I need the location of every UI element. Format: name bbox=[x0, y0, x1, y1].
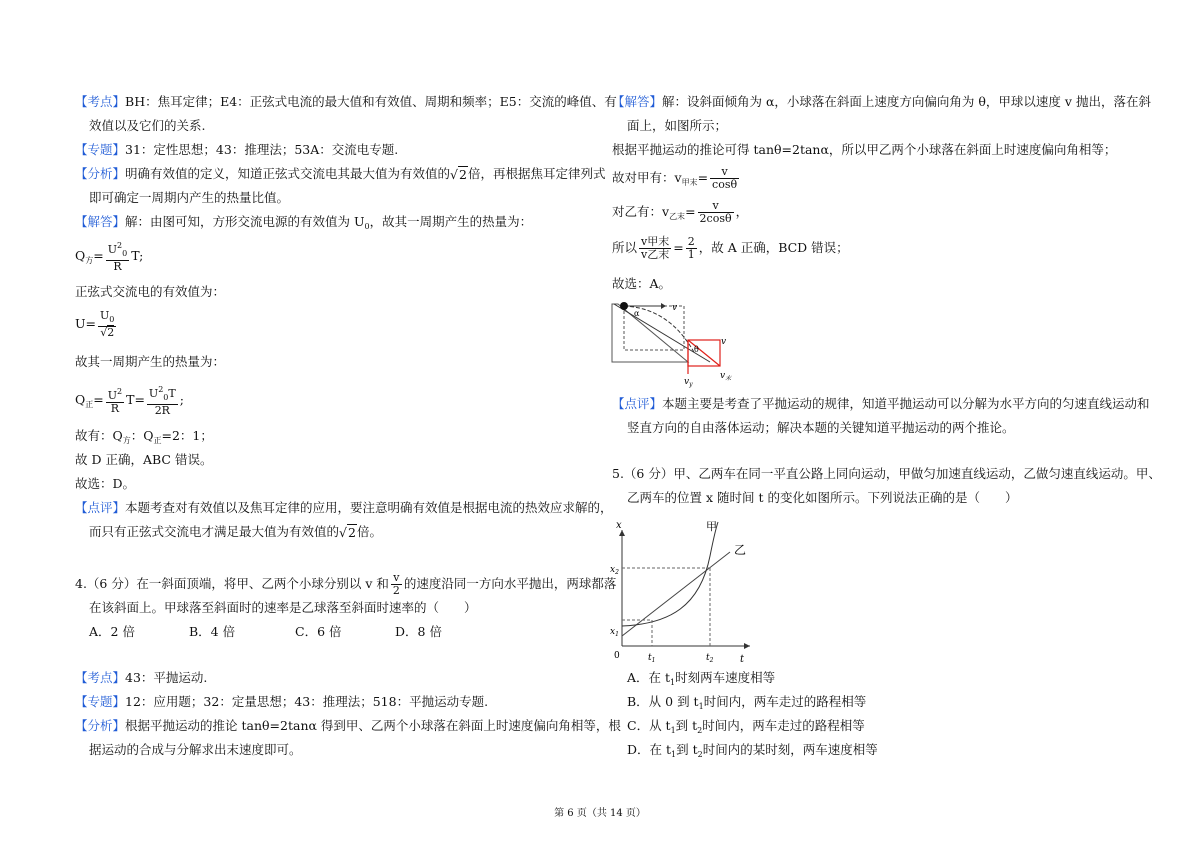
q4-fenxi-text-1: 根据平抛运动的推论 tanθ=2tanα 得到甲、乙两个小球落在斜面上时速度偏向角相等，根 bbox=[125, 718, 621, 733]
q-fang-num-u: U bbox=[107, 243, 118, 256]
t-axis-head bbox=[744, 643, 750, 649]
sqrt-formula-2: √2 bbox=[339, 524, 356, 540]
r-suoyi-f1-num: v甲末 bbox=[641, 235, 670, 248]
q4-option-c: C．6 倍 bbox=[295, 624, 342, 639]
graph-x2-label bbox=[610, 565, 619, 576]
q-fang-num-sup: 2 bbox=[117, 241, 123, 250]
r-suoyi-f1-den: v乙末 bbox=[641, 248, 670, 261]
q5-opt-d-pre: D．在 t bbox=[627, 742, 672, 757]
q4-option-b: B．4 倍 bbox=[189, 624, 236, 639]
r-yi-num: v bbox=[698, 200, 734, 213]
r-yi-tail: ， bbox=[735, 204, 749, 219]
q-sine-mid: T= bbox=[126, 392, 145, 407]
q-sine-f1-u: U bbox=[107, 389, 118, 402]
fig-vend-sub: 末 bbox=[725, 375, 732, 382]
r-jia-num: v bbox=[710, 166, 739, 179]
page-footer: 第 6 页（共 14 页） bbox=[554, 808, 646, 819]
fenxi-line-2: 即可确定一周期内产生的热量比值。 bbox=[89, 190, 290, 205]
r-suoyi-a: 所以 bbox=[612, 240, 638, 255]
jieda-sub: 0 bbox=[364, 222, 370, 231]
q-sine-f1-num bbox=[106, 386, 124, 403]
q-fang-num-sub: 0 bbox=[122, 249, 128, 258]
q5-option-a bbox=[627, 670, 775, 691]
dianping-line-1 bbox=[75, 500, 613, 516]
q-fang-formula: $Q_方=$ $\frac{U^2_0}{R}$ T; bbox=[75, 241, 144, 273]
q-sine-f2-den: 2R bbox=[154, 404, 170, 417]
q5-opt-d-sub1: 1 bbox=[671, 750, 677, 759]
r-jia-den: cosθ bbox=[712, 178, 738, 191]
q5-opt-a-pre: A．在 t bbox=[627, 670, 671, 685]
r-suoyi-f2-num: 2 bbox=[687, 235, 695, 248]
q5-opt-d-sub2: 2 bbox=[697, 750, 703, 759]
fenxi-text-1a: 明确有效值的定义，知道正弦式交流电其最大值为有效值的 bbox=[125, 166, 451, 181]
kaodian-tag: 【考点】 bbox=[75, 94, 126, 109]
q5-opt-a-post: 时刻两车速度相等 bbox=[675, 670, 776, 685]
q4-text-1a: 4.（6 分）在一斜面顶端，将甲、乙两个小球分别以 v 和 bbox=[75, 576, 389, 591]
q4-option-a: A．2 倍 bbox=[89, 624, 135, 639]
r-yi-label: 对乙有：v bbox=[612, 204, 670, 219]
q-sine-f1-den: R bbox=[110, 402, 120, 415]
alpha-label: α bbox=[634, 309, 640, 318]
q-fang-tail: T; bbox=[131, 248, 144, 263]
r-yi-sub: 乙末 bbox=[669, 212, 686, 221]
r-jia-frac bbox=[710, 166, 739, 191]
r-yi-den: 2cosθ bbox=[699, 212, 732, 225]
q4-kaodian-tag: 【考点】 bbox=[75, 670, 126, 685]
u-label: U= bbox=[75, 316, 97, 331]
r-jieda-text-1: 解：设斜面倾角为 α，小球落在斜面上速度方向偏向角为 θ，甲球以速度 v 抛出，落在斜 bbox=[662, 94, 1151, 109]
q4-fenxi-line-2: 据运动的合成与分解求出末速度即可。 bbox=[89, 742, 302, 757]
graph-t2-label bbox=[706, 653, 714, 664]
q5-opt-b-post: 时间内，两车走过的路程相等 bbox=[703, 694, 867, 709]
q-sine-frac2 bbox=[147, 384, 178, 417]
q-fang-den: R bbox=[113, 260, 122, 273]
q-fang-fraction bbox=[106, 240, 129, 273]
fig-vy-text: v bbox=[684, 377, 690, 387]
q-fang-label: Q bbox=[75, 248, 86, 263]
q-sine-tail: ; bbox=[179, 392, 184, 407]
choose-line: 故选：D。 bbox=[75, 476, 136, 491]
fenxi-text-1b: 倍，再根据焦耳定律列式 bbox=[467, 166, 606, 181]
r-jia-sub: 甲末 bbox=[681, 178, 698, 187]
heat-title: 故其一周期产生的热量为： bbox=[75, 354, 226, 369]
projectile-diagram bbox=[610, 296, 745, 388]
kaodian-line-1 bbox=[75, 94, 617, 110]
graph-t1-sub: 1 bbox=[651, 657, 656, 664]
q5-line-2: 乙两车的位置 x 随时间 t 的变化如图所示。下列说法正确的是（ ） bbox=[627, 490, 1018, 505]
q-sine-f2-sub: 0 bbox=[163, 393, 169, 402]
q4-kaodian-line bbox=[75, 670, 207, 686]
q4-text-1b: 的速度沿同一方向水平抛出，两球都落 bbox=[403, 576, 617, 591]
r-suoyi-frac2 bbox=[686, 236, 697, 261]
q5-opt-c-sub2: 2 bbox=[697, 726, 703, 735]
fig-v-top: v bbox=[672, 303, 678, 313]
q5-opt-b-sub: 1 bbox=[698, 702, 704, 711]
r-dianping-text-1: 本题主要是考查了平抛运动的规律，知道平抛运动可以分解为水平方向的匀速直线运动和 bbox=[662, 396, 1150, 411]
fig-vend-text: v bbox=[720, 371, 726, 381]
r-jieda-line-2: 面上，如图所示； bbox=[627, 118, 728, 133]
r-yi-formula: 对乙有：$v_{乙末}=$ $\frac{v}{2\cos\theta}$ ， bbox=[612, 199, 749, 225]
kaodian-line-2: 效值以及它们的关系. bbox=[89, 118, 206, 133]
velocity-diagonal bbox=[688, 340, 720, 366]
r-dianping-line-1 bbox=[612, 396, 1150, 412]
q4-zhuanti-text: 12：应用题；32：定量思想；43：推理法；518：平抛运动专题. bbox=[125, 694, 489, 709]
u-den: √2 bbox=[100, 326, 115, 339]
xt-graph bbox=[610, 516, 755, 666]
q4-kaodian-text: 43：平抛运动. bbox=[125, 670, 208, 685]
fenxi-tag: 【分析】 bbox=[75, 166, 126, 181]
graph-origin: 0 bbox=[614, 651, 620, 661]
graph-x-label: x bbox=[616, 520, 622, 531]
ratio-a: 故有：Q bbox=[75, 428, 123, 443]
dianping-tag: 【点评】 bbox=[75, 500, 126, 515]
r-suoyi-line: 所以 $\frac{\text{v甲末}}{\text{v乙末}}$ = $\frac{2}{1}$ ，故 A 正确，BCD 错误； bbox=[612, 235, 849, 261]
dianping-text-2a: 而只有正弦式交流电才满足最大值为有效值的 bbox=[89, 524, 340, 539]
q-sine-sub: 正 bbox=[85, 400, 94, 409]
jieda-text-1b: ，故其一周期产生的热量为： bbox=[369, 214, 533, 229]
q5-option-b bbox=[627, 694, 866, 715]
r-suoyi-frac1 bbox=[639, 236, 671, 261]
fig-v-right: v bbox=[721, 337, 727, 347]
theta-label: θ bbox=[694, 345, 699, 354]
graph-x2-sub: 2 bbox=[615, 569, 619, 576]
graph-t2-sub: 2 bbox=[709, 657, 714, 664]
q-fang-num bbox=[106, 240, 129, 261]
q-sine-formula: $Q_正=$ $\frac{U^2}{R}$ T= $\frac{U^2_0T}{2R}$ ; bbox=[75, 385, 184, 417]
q5-opt-d-mid: 到 t bbox=[676, 742, 698, 757]
q4-fenxi-tag: 【分析】 bbox=[75, 718, 126, 733]
graph-jia-label: 甲 bbox=[706, 520, 717, 533]
curve-jia bbox=[622, 522, 718, 626]
ratio-b: ：Q bbox=[130, 428, 154, 443]
u-num-u: U bbox=[100, 309, 110, 322]
r-choose-line: 故选：A。 bbox=[612, 276, 672, 291]
q5-opt-c-pre: C．从 t bbox=[627, 718, 671, 733]
q4-options bbox=[89, 624, 442, 640]
dianping-line-2 bbox=[89, 524, 382, 541]
q4-line-1 bbox=[75, 572, 616, 597]
fig-vy-label bbox=[684, 377, 693, 388]
graph-t-label: t bbox=[740, 654, 745, 665]
q5-opt-b-pre: B．从 0 到 t bbox=[627, 694, 699, 709]
graph-t1-text: t bbox=[648, 653, 652, 663]
q4-option-d: D．8 倍 bbox=[395, 624, 442, 639]
q4-line-2: 在该斜面上。甲球落至斜面时的速率是乙球落至斜面时速率的（ ） bbox=[89, 600, 477, 615]
jieda-text-1: 解：由图可知，方形交流电源的有效值为 U bbox=[125, 214, 365, 229]
q5-opt-c-post: 时间内，两车走过的路程相等 bbox=[702, 718, 865, 733]
q-sine-f2-num bbox=[147, 384, 178, 405]
jieda-tag: 【解答】 bbox=[75, 214, 126, 229]
q5-opt-a-sub: 1 bbox=[670, 678, 676, 687]
q-sine-f2-u: U bbox=[148, 387, 159, 400]
graph-x1-label bbox=[610, 627, 619, 638]
q4-zhuanti-line bbox=[75, 694, 488, 710]
q5-opt-d-post: 时间内的某时刻，两车速度相等 bbox=[702, 742, 878, 757]
zhuanti-line bbox=[75, 142, 398, 158]
r-dianping-line-2: 竖直方向的自由落体运动；解决本题的关键知道平抛运动的两个推论。 bbox=[627, 420, 1015, 435]
jieda-line-1 bbox=[75, 214, 532, 235]
graph-x1-sub: 1 bbox=[615, 631, 619, 638]
fig-vend-label bbox=[720, 371, 732, 382]
graph-t2-text: t bbox=[706, 653, 710, 663]
ball bbox=[620, 302, 628, 310]
u-den-rad: 2 bbox=[107, 326, 115, 339]
zhuanti-tag: 【专题】 bbox=[75, 142, 126, 157]
q4-zhuanti-tag: 【专题】 bbox=[75, 694, 126, 709]
u-num-sub: 0 bbox=[109, 315, 115, 324]
line-yi bbox=[622, 552, 730, 636]
kaodian-text-1: BH：焦耳定律；E4：正弦式电流的最大值和有效值、周期和频率；E5：交流的峰值、有 bbox=[125, 94, 617, 109]
ratio-c: =2：1； bbox=[161, 428, 213, 443]
ratio-sub1: 方 bbox=[122, 436, 131, 445]
q5-option-c bbox=[627, 718, 865, 739]
sine-title: 正弦式交流电的有效值为： bbox=[75, 284, 226, 299]
graph-t1-label bbox=[648, 653, 655, 664]
r-yi-frac bbox=[698, 200, 734, 225]
r-suoyi-f2-den: 1 bbox=[687, 248, 695, 261]
q-sine-frac1 bbox=[106, 386, 124, 415]
ratio-sub2: 正 bbox=[153, 436, 162, 445]
r-tuilun-line: 根据平抛运动的推论可得 tanθ=2tanα，所以甲乙两个小球落在斜面上时速度偏向角相等； bbox=[612, 142, 1117, 157]
fig-vy-sub: y bbox=[689, 381, 693, 388]
r-dianping-tag: 【点评】 bbox=[612, 396, 663, 411]
q-sine-f1-sup: 2 bbox=[117, 387, 123, 396]
q4-fenxi-line-1 bbox=[75, 718, 621, 734]
graph-x2-text: x bbox=[610, 565, 616, 575]
q4-frac-den: 2 bbox=[392, 584, 400, 597]
sqrt-radicand-2: 2 bbox=[347, 524, 356, 540]
q5-opt-c-mid: 到 t bbox=[675, 718, 698, 733]
fenxi-line-1 bbox=[75, 166, 605, 183]
r-jieda-line-1 bbox=[612, 94, 1151, 110]
u-formula bbox=[75, 310, 118, 339]
q4-fraction bbox=[391, 572, 402, 597]
sqrt-radicand: 2 bbox=[459, 166, 467, 182]
q-sine-f2-sup: 2 bbox=[158, 385, 164, 394]
dianping-text-2b: 倍。 bbox=[356, 524, 382, 539]
graph-yi-label: 乙 bbox=[734, 543, 747, 557]
graph-x1-text: x bbox=[610, 627, 616, 637]
sqrt-formula: √2 bbox=[450, 166, 467, 182]
q5-option-d bbox=[627, 742, 878, 763]
q-sine-label: Q bbox=[75, 392, 86, 407]
q-fang-sub: 方 bbox=[85, 256, 94, 265]
q5-opt-c-sub1: 1 bbox=[670, 726, 676, 735]
q4-frac-num: v bbox=[391, 572, 402, 585]
r-jieda-tag: 【解答】 bbox=[612, 94, 663, 109]
q5-line-1: 5.（6 分）甲、乙两车在同一平直公路上同向运动，甲做匀加速直线运动，乙做匀速直线运动。甲、 bbox=[612, 466, 1161, 481]
u-fraction bbox=[98, 310, 116, 339]
r-jia-label: 故对甲有：v bbox=[612, 170, 682, 185]
r-jia-formula: 故对甲有：$v_{甲末}=$ $\frac{v}{\cos\theta}$ bbox=[612, 165, 738, 191]
zhuanti-text: 31：定性思想；43：推理法；53A：交流电专题. bbox=[125, 142, 399, 157]
conclusion-line: 故 D 正确，ABC 错误。 bbox=[75, 452, 213, 467]
r-suoyi-b: ，故 A 正确，BCD 错误； bbox=[698, 240, 849, 255]
initial-velocity-head bbox=[661, 303, 666, 309]
dianping-text-1: 本题考查对有效值以及焦耳定律的应用，要注意明确有效值是根据电流的热效应求解的， bbox=[125, 500, 613, 515]
q-sine-f2-tail: T bbox=[168, 387, 176, 400]
ratio-line bbox=[75, 428, 213, 449]
